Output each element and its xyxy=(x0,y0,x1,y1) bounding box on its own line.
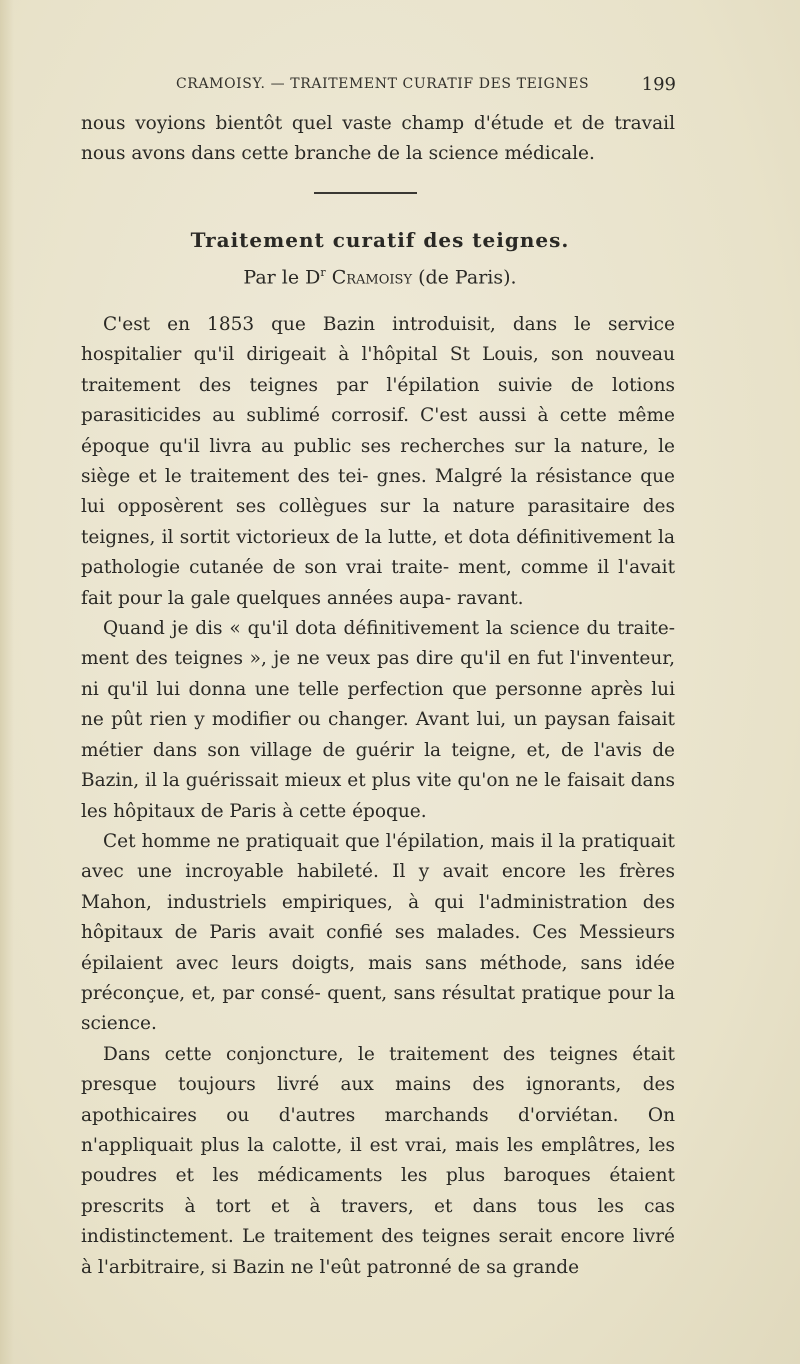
running-header xyxy=(176,74,676,96)
paragraph-1: C'est en 1853 que Bazin introduisit, dans le service hospitalier qu'il dirigeait à l'hôpital St Louis, son nouveau traitement des teignes par l'épilation suivie de lotions parasiticides au sublimé corrosif. C'est aussi à cette même époque qu'il livra au public ses recherches sur la nature, le siège et le traitement des tei- gnes. Malgré la résistance que lui opposèrent ses collègues sur la nature parasitaire des teignes, il sortit victorieux de la lutte, et dota définitivement la pathologie cutanée de son vrai traite- ment, comme il l'avait fait pour la gale quelques années aupa- ravant. xyxy=(81,314,675,609)
byline-prefix: Par le D xyxy=(243,266,321,289)
page-spine-shadow xyxy=(0,0,14,1364)
byline-suffix: (de Paris). xyxy=(418,266,517,289)
section-divider xyxy=(314,192,417,194)
article-body xyxy=(81,310,675,1283)
paragraph-2: Quand je dis « qu'il dota définitivement la science du traite- ment des teignes », je ne veux pas dire qu'il en fut l'inventeur, ni qu'il lui donna une telle perfection que personne après lui ne pût rien y modifier ou changer. Avant lui, un paysan faisait métier dans son village de guérir la teigne, et, de l'avis de Bazin, il la guérissait mieux et plus vite qu'on ne le faisait dans les hôpitaux de Paris à cette époque. xyxy=(81,618,675,822)
intro-text: nous voyions bientôt quel vaste champ d'étude et de travail nous avons dans cette branche de la science médicale. xyxy=(81,113,675,165)
byline-sup: r xyxy=(320,266,326,279)
paragraph-3: Cet homme ne pratiquait que l'épilation, mais il la pratiquait avec une incroyable habileté. Il y avait encore les frères Mahon, industriels empiriques, à qui l'administration des hôpitaux de Paris avait confié ses malades. Ces Messieurs épilaient avec leurs doigts, mais sans méthode, sans idée préconçue, et, par consé- quent, sans résultat pratique pour la science. xyxy=(81,830,675,1035)
page-number: 199 xyxy=(641,74,676,95)
running-title: CRAMOISY. — TRAITEMENT CURATIF DES TEIGNES xyxy=(176,76,590,92)
article-byline xyxy=(0,266,760,288)
paragraph-4: Dans cette conjoncture, le traitement des teignes était presque toujours livré aux mains des ignorants, des apothicaires ou d'autres marchands d'orviétan. On n'appliquait plus la calotte, il est vrai, mais les emplâtres, les poudres et les médicaments les plus baroques étaient prescrits à tort et à travers, et dans tous les cas indistinctement. Le traitement des teignes serait encore livré à l'arbitraire, si Bazin ne l'eût patronné de sa grande xyxy=(81,1043,675,1278)
intro-paragraph xyxy=(81,109,675,170)
article-title: Traitement curatif des teignes. xyxy=(190,228,570,252)
byline-author: Cramoisy xyxy=(331,266,413,289)
